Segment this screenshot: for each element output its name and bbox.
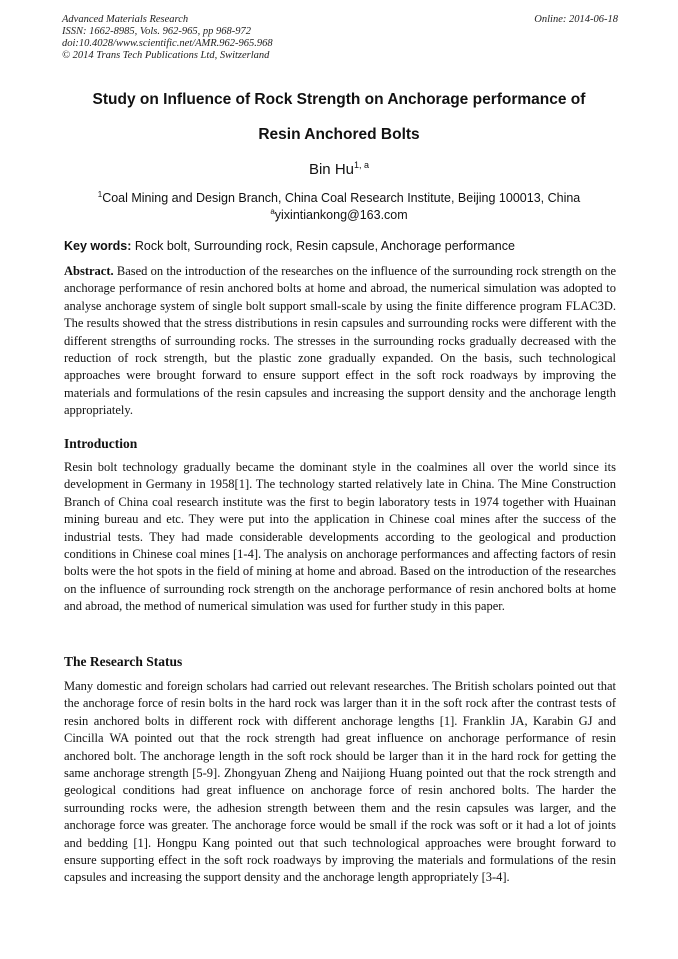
copyright-line: © 2014 Trans Tech Publications Ltd, Switzerland	[62, 50, 270, 61]
abstract	[64, 263, 616, 420]
affiliation-text: Coal Mining and Design Branch, China Coal Research Institute, Beijing 100013, China	[102, 191, 581, 205]
keywords-text: Rock bolt, Surrounding rock, Resin capsule, Anchorage performance	[134, 239, 515, 253]
research-status-text: Many domestic and foreign scholars had carried out relevant researches. The British scholars pointed out that the anchorage force of resin bolts in the hard rock was larger than it in the soft rock after the contrast tests of resin anchored bolts in different rock with different anchorage lengths [1]. Franklin JA, Karabin GJ and Cincilla WA pointed out that the rock strength had great influence on anchorage performance of resin anchored bolt. The anchorage length in the soft rock should be larger than it in the hard rock for getting the same anchorage strength [5-9]. Zhongyuan Zheng and Naijiong Huang pointed out that the rock strength and geological conditions had great influence on anchorage force of resin anchored bolts. The harder the surrounding rocks were, the adhesion strength between them and the resin capsules was larger, and the anchorage force was greater. The anchorage force would be small if the rock was soft or it had a lot of joints and bedding [1]. Hongpu Kang pointed out that such technological approaches were brought forward to ensure supporting effect in the soft rock roadways by improving the materials and formulations of the resin capsules and increasing the support density and the anchorage length appropriately [3-4].	[64, 679, 616, 885]
abstract-label: Abstract.	[64, 264, 114, 278]
author-sup: 1, a	[354, 160, 370, 170]
introduction-text: Resin bolt technology gradually became the dominant style in the coalmines all over the world since its development in Germany in 1958[1]. The technology started relatively late in China. The Mine Construction Branch of China coal research institute was the first to begin laboratory tests in 1974 together with Huainan mining bureau and etc. They were put into the application in Chinese coal mines after the success of the industrial tests. They had made considerable developments according to the geological and production conditions in Chinese coal mines [1-4]. The analysis on anchorage performances and affecting factors of resin bolts were the hot spots in the field of mining at home and abroad. Based on the introduction of the researches on the influence of surrounding rock strength on the anchorage performance of resin anchored bolts at home and abroad, the method of numerical simulation was used for further study in this paper.	[64, 460, 616, 614]
email-text: yixintiankong@163.com	[274, 208, 408, 222]
doi-line: doi:10.4028/www.scientific.net/AMR.962-965.968	[62, 38, 273, 49]
affiliation	[0, 190, 678, 205]
paper-title-line-2: Resin Anchored Bolts	[258, 126, 420, 143]
journal-name: Advanced Materials Research	[62, 14, 189, 25]
author-email	[0, 207, 678, 222]
keywords	[64, 239, 616, 253]
research-status-heading: The Research Status	[64, 654, 183, 669]
author-name: Bin Hu	[308, 161, 354, 178]
issn-line: ISSN: 1662-8985, Vols. 962-965, pp 968-972	[62, 26, 251, 37]
online-date: Online: 2014-06-18	[534, 14, 618, 25]
journal-header	[62, 14, 618, 62]
abstract-text: Based on the introduction of the researches on the influence of the surrounding rock strength on the anchorage performance of resin anchored bolts at home and abroad, the numerical simulation was adopted to analyse anchorage system of single bolt support small-scale by using the finite difference program FLAC3D. The results showed that the stress distributions in resin capsules and surrounding rocks were different with the different strengths of surrounding rocks. The stresses in the surrounding rocks gradually decreased with the reduction of rock strength, but the plastic zone gradually expanded. On the basis, such technological approaches were brought forward to ensure support effect in the soft rock roadways by improving the materials and formulations of the resin capsules and increasing the support density and the anchorage length appropriately.	[64, 264, 616, 418]
paper-title-line-1: Study on Influence of Rock Strength on Anchorage performance of	[92, 91, 586, 108]
author	[0, 160, 678, 178]
affiliation-sup: 1	[97, 190, 103, 199]
introduction-heading: Introduction	[64, 436, 138, 451]
email-sup: a	[270, 207, 275, 216]
keywords-label: Key words:	[64, 239, 132, 253]
